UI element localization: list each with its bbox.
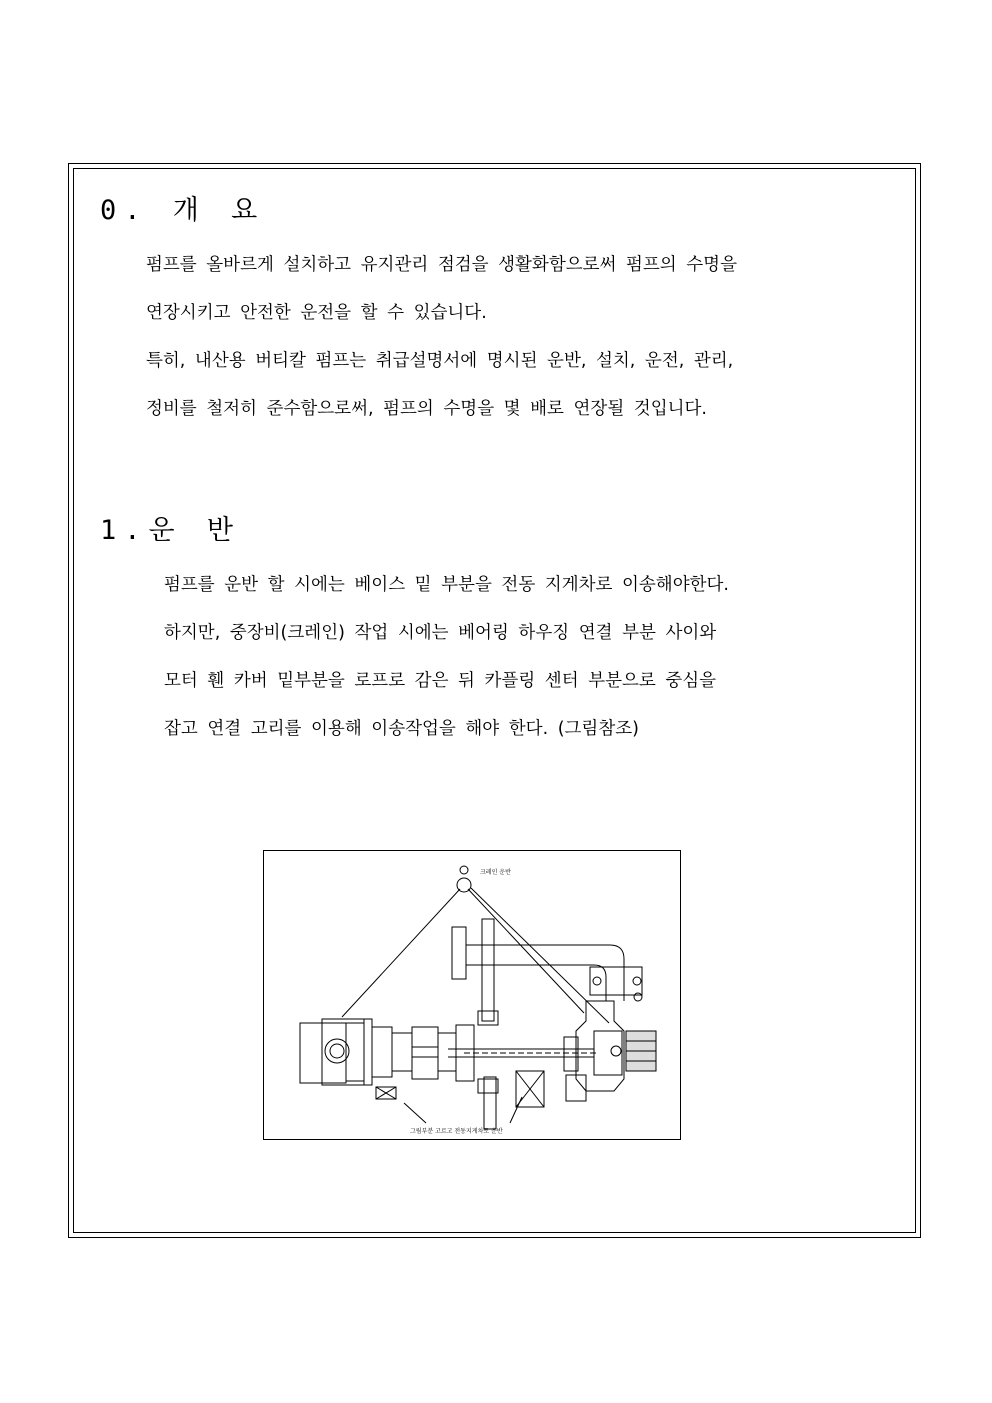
section-0-line-4: 정비를 철저히 준수함으로써, 펌프의 수명을 몇 배로 연장될 것입니다. (146, 399, 707, 419)
section-0-line-2: 연장시키고 안전한 운전을 할 수 있습니다. (146, 303, 487, 323)
pump-drawing (264, 851, 682, 1141)
crane-label: 크레인 운반 (480, 869, 511, 876)
rope-right-2 (471, 888, 609, 1023)
pump-transport-figure (263, 850, 681, 1140)
rope-left (342, 889, 460, 1017)
section-0-line-3: 특히, 내산용 버티칼 펌프는 취급설명서에 명시된 운반, 설치, 운전, 관리, (146, 351, 734, 371)
section-0-heading: 0. 개 요 (100, 195, 266, 226)
forklift-label: 그림부분 고르고 전동지게차로 운반 (410, 1128, 503, 1135)
rope-right (468, 889, 584, 1013)
section-1-heading: 1.운 반 (100, 515, 241, 546)
section-1-line-4: 잡고 연결 고리를 이용해 이송작업을 해야 한다. (그림참조) (164, 719, 639, 739)
crane-hook-top (460, 866, 468, 874)
section-1-line-1: 펌프를 운반 할 시에는 베이스 밑 부분을 전동 지게차로 이송해야한다. (164, 575, 729, 595)
motor-body (300, 1023, 346, 1083)
section-1-line-2: 하지만, 중장비(크레인) 작업 시에는 베어링 하우징 연결 부분 사이와 (164, 623, 717, 643)
section-0-line-1: 펌프를 올바르게 설치하고 유지관리 점검을 생활화함으로써 펌프의 수명을 (146, 255, 737, 275)
section-1-line-3: 모터 휀 카버 밑부분을 로프로 감은 뒤 카플링 센터 부분으로 중심을 (164, 671, 717, 691)
